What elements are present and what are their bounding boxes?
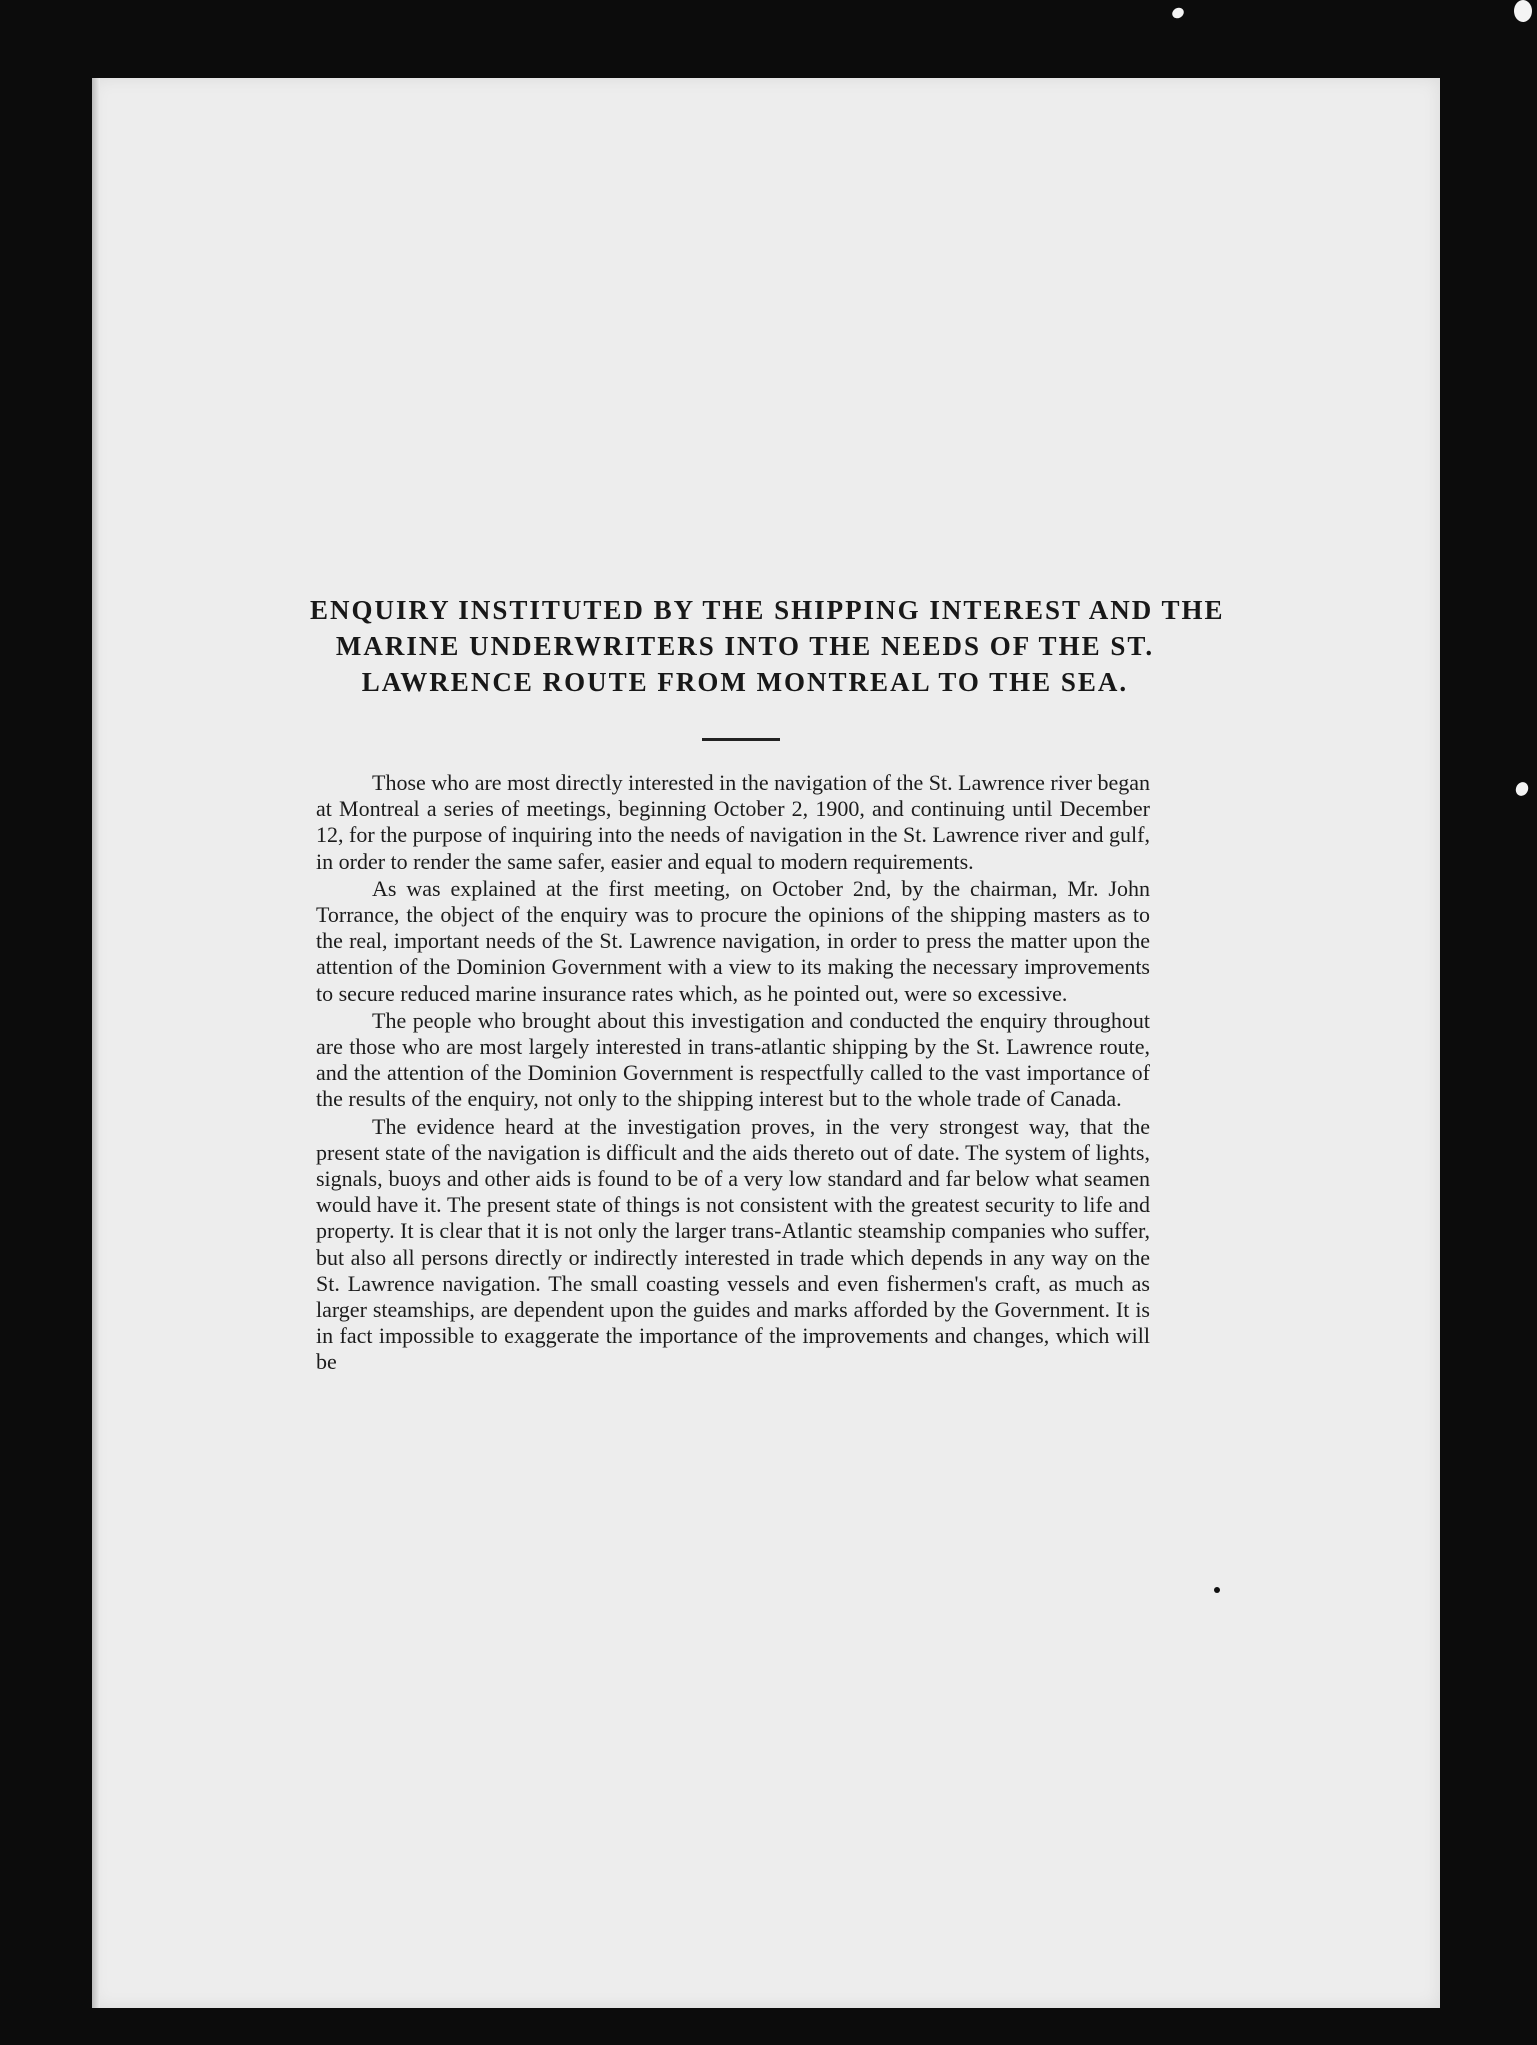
scan-speck xyxy=(1514,0,1532,22)
margin-ink-mark xyxy=(1214,1587,1220,1593)
paragraph: As was explained at the first meeting, on October 2nd, by the chairman, Mr. John Torrance, the object of the enquiry was to procure the opinions of the shipping masters as to the real, important needs of the St. Lawrence navigation, in order to press the matter upon the attention of the Dominion Government with a view to its making the necessary improvements to secure reduced marine insurance rates which, as he pointed out, were so excessive. xyxy=(316,875,1150,1006)
paragraph: The evidence heard at the investigation proves, in the very strongest way, that the present state of the navigation is difficult and the aids thereto out of date. The system of lights, signals, buoys and other aids is found to be of a very low standard and far below what seamen would have it. The present state of things is not consistent with the greatest security to life and property. It is clear that it is not only the larger trans-Atlantic steamship companies who suffer, but also all persons directly or indirectly interested in trade which depends in any way on the St. Lawrence navigation. The small coasting vessels and even fishermen's craft, as much as larger steamships, are dependent upon the guides and marks afforded by the Government. It is in fact impossible to exaggerate the importance of the improvements and changes, which will be xyxy=(316,1113,1150,1375)
paragraph: Those who are most directly interested in the navigation of the St. Lawrence river began at Montreal a series of meetings, beginning October 2, 1900, and continuing until December 12, for the purpose of inquiring into the needs of navigation in the St. Lawrence river and gulf, in order to render the same safer, easier and equal to modern requirements. xyxy=(316,770,1150,874)
scan-speck xyxy=(1170,6,1185,21)
page-gutter-shadow xyxy=(92,78,100,2008)
paragraph: The people who brought about this investigation and conducted the enquiry throughout are those who are most largely interested in trans-atlantic shipping by the St. Lawrence route, and the attention of the Dominion Government is respectfully called to the vast importance of the results of the enquiry, not only to the shipping interest but to the whole trade of Canada. xyxy=(316,1007,1150,1112)
document-heading xyxy=(310,592,1225,700)
heading-divider xyxy=(702,738,780,741)
scan-speck xyxy=(1514,780,1531,798)
heading-line: MARINE UNDERWRITERS INTO THE NEEDS OF THE ST. xyxy=(335,631,1155,661)
document-body xyxy=(316,770,1150,1377)
heading-line: ENQUIRY INSTITUTED BY THE SHIPPING INTEREST AND THE xyxy=(310,595,1225,625)
heading-line: LAWRENCE ROUTE FROM MONTREAL TO THE SEA. xyxy=(361,667,1129,697)
